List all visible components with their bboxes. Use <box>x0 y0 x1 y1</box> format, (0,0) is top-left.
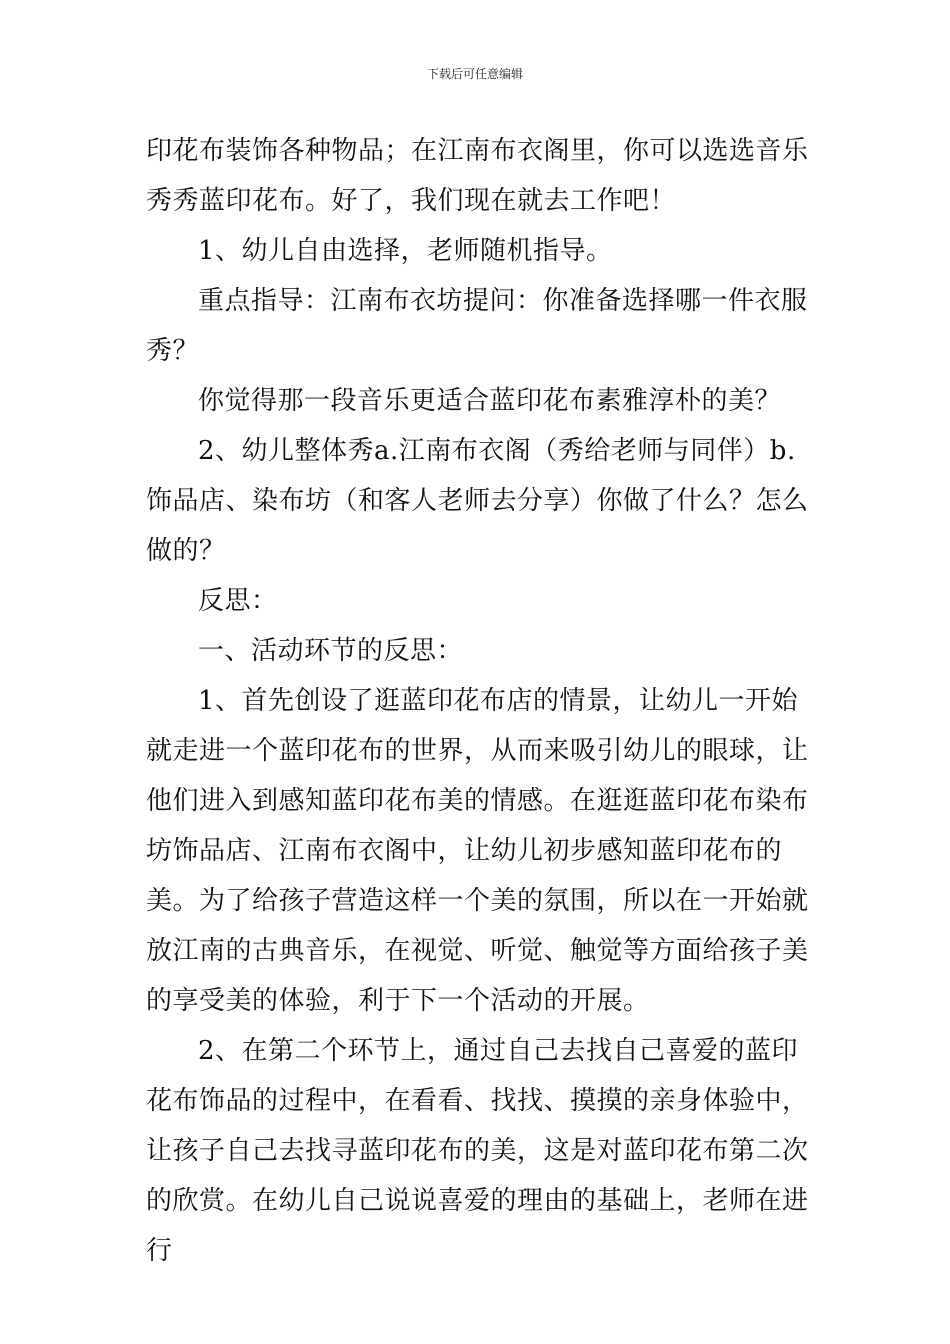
paragraph: 1、首先创设了逛蓝印花布店的情景，让幼儿一开始就走进一个蓝印花布的世界，从而来吸引幼儿的眼球，让他们进入到感知蓝印花布美的情感。在逛逛蓝印花布染布坊饰品店、江南布衣阁中，让幼儿初步感知蓝印花布的美。为了给孩子营造这样一个美的氛围，所以在一开始就放江南的古典音乐，在视觉、听觉、触觉等方面给孩子美的享受美的体验，利于下一个活动的开展。 <box>146 686 809 1016</box>
page-header: 下载后可任意编辑 <box>426 67 523 81</box>
paragraph: 1、幼儿自由选择，老师随机指导。 <box>198 236 613 266</box>
paragraph: 一、活动环节的反思： <box>198 636 464 666</box>
paragraph: 反思： <box>198 586 278 616</box>
paragraph: 2、在第二个环节上，通过自己去找自己喜爱的蓝印花布饰品的过程中，在看看、找找、摸摸的亲身体验中，让孩子自己去找寻蓝印花布的美，这是对蓝印花布第二次的欣赏。在幼儿自己说说喜爱的理由的基础上，老师在进行 <box>146 1036 809 1266</box>
paragraph: 你觉得那一段音乐更适合蓝印花布素雅淳朴的美？ <box>198 386 782 416</box>
document-body <box>146 126 814 1276</box>
paragraph: 印花布装饰各种物品；在江南布衣阁里，你可以选选音乐秀秀蓝印花布。好了，我们现在就去工作吧！ <box>146 136 809 216</box>
paragraph: 2、幼儿整体秀a.江南布衣阁（秀给老师与同伴）b.饰品店、染布坊（和客人老师去分享）你做了什么？怎么做的？ <box>146 436 809 566</box>
paragraph: 重点指导：江南布衣坊提问：你准备选择哪一件衣服秀？ <box>146 286 808 366</box>
